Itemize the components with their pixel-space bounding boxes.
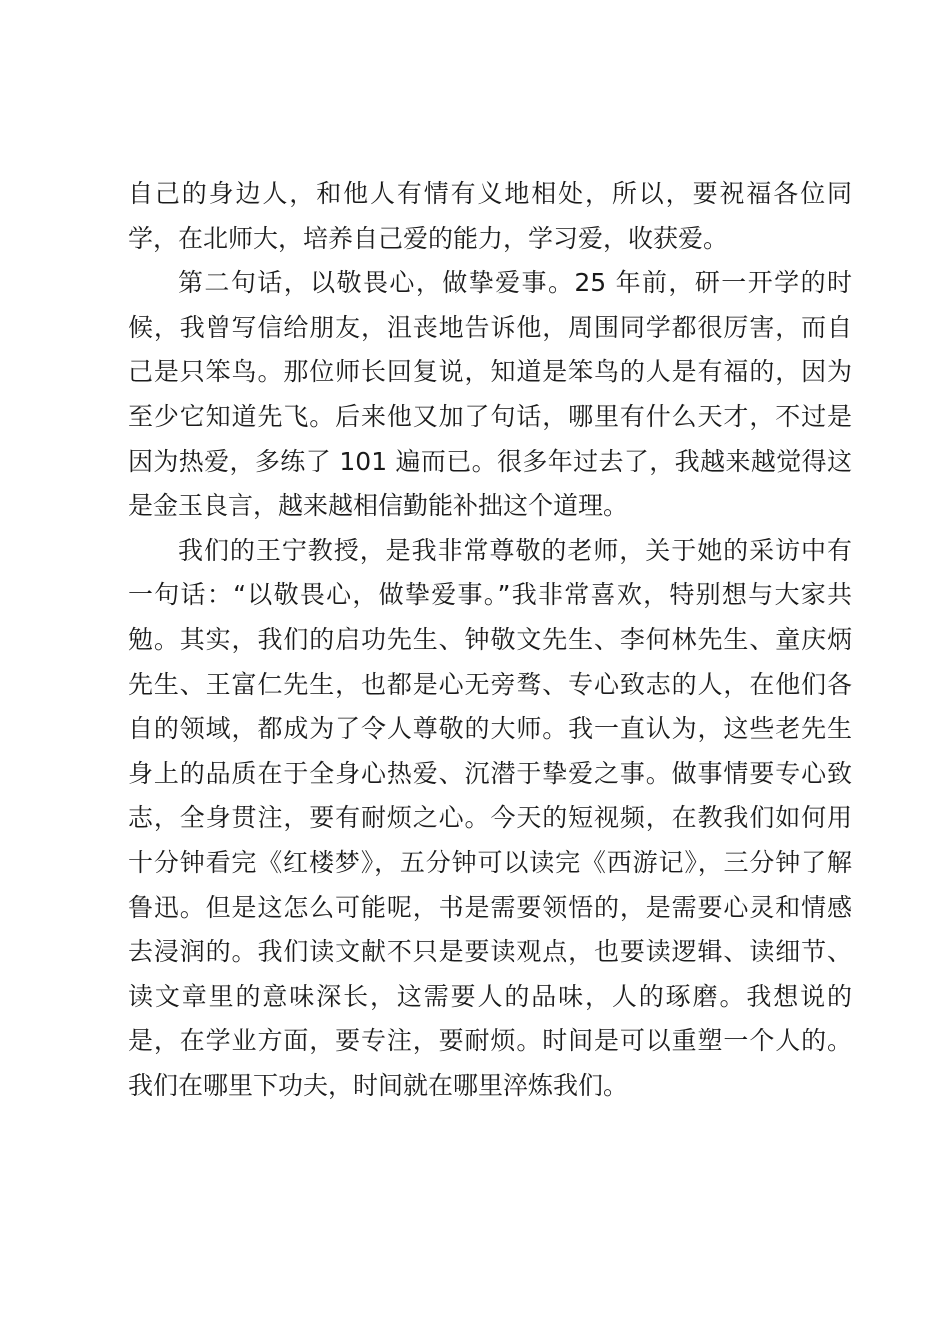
- paragraph-2: 第二句话，以敬畏心，做挚爱事。25 年前，研一开学的时候，我曾写信给朋友，沮丧地告诉他，周围同学都很厉害，而自己是只笨鸟。那位师长回复说，知道是笨鸟的人是有福的，因为至少它知道先飞。后来他又加了句话，哪里有什么天才，不过是因为热爱，多练了 101 遍而已。很多年过去了，我越来越觉得这是金玉良言，越来越相信勤能补拙这个道理。: [128, 268, 852, 521]
- paragraph-1: 自己的身边人，和他人有情有义地相处，所以，要祝福各位同学，在北师大，培养自己爱的能力，学习爱，收获爱。: [128, 179, 852, 253]
- document-body: [128, 172, 852, 1108]
- paragraph-3: 我们的王宁教授，是我非常尊敬的老师，关于她的采访中有一句话：“以敬畏心，做挚爱事。”我非常喜欢，特别想与大家共勉。其实，我们的启功先生、钟敬文先生、李何林先生、童庆炳先生、王富仁先生，也都是心无旁骛、专心致志的人，在他们各自的领域，都成为了令人尊敬的大师。我一直认为，这些老先生身上的品质在于全身心热爱、沉潜于挚爱之事。做事情要专心致志，全身贯注，要有耐烦之心。今天的短视频，在教我们如何用十分钟看完《红楼梦》，五分钟可以读完《西游记》，三分钟了解鲁迅。但是这怎么可能呢，书是需要领悟的，是需要心灵和情感去浸润的。我们读文献不只是要读观点，也要读逻辑、读细节、读文章里的意味深长，这需要人的品味，人的琢磨。我想说的是，在学业方面，要专注，要耐烦。时间是可以重塑一个人的。我们在哪里下功夫，时间就在哪里淬炼我们。: [128, 535, 852, 1100]
